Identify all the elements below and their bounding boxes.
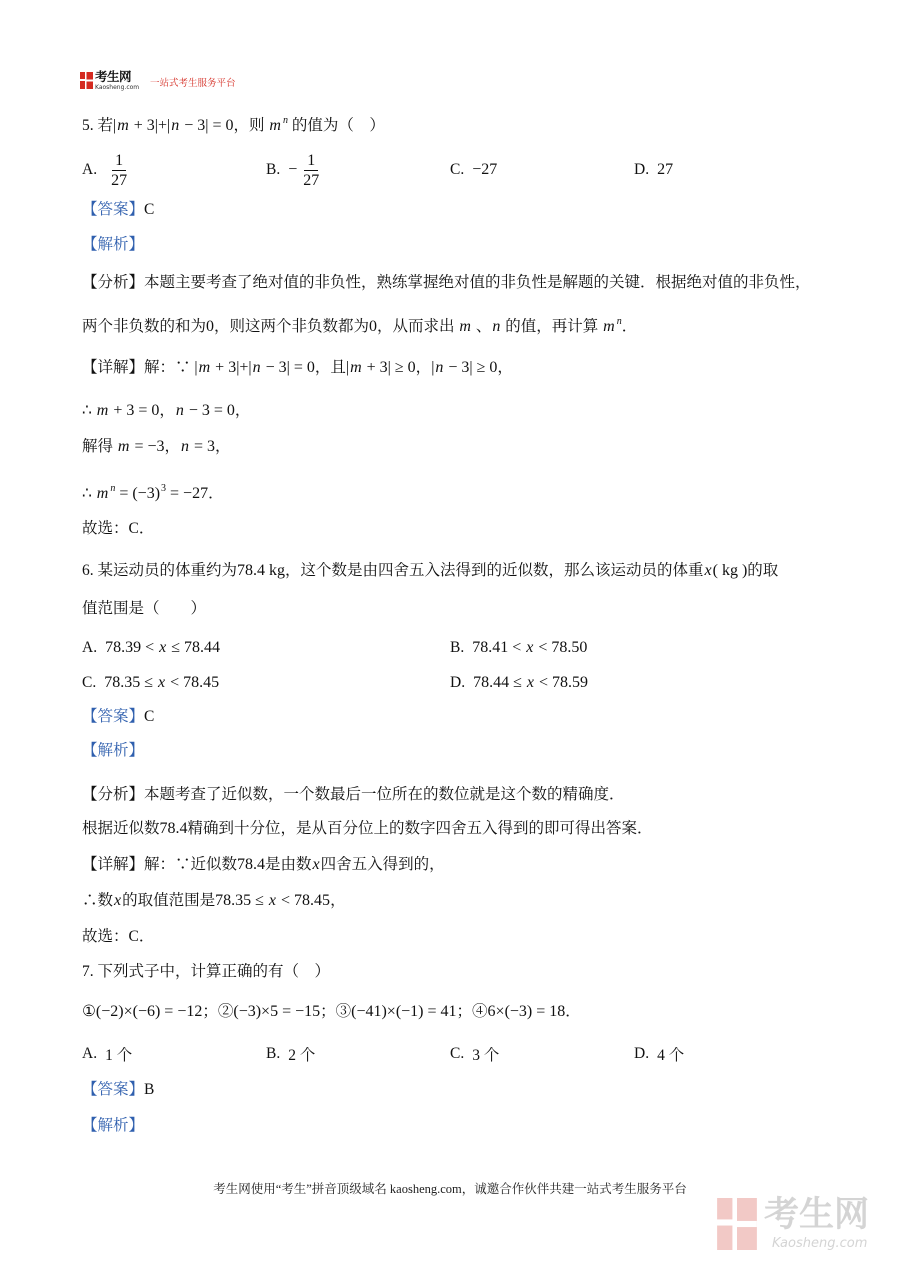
math-expr: + 3 = 0 [109,402,160,419]
math-superscript: n [616,316,622,327]
math-variable: x [526,674,534,691]
q5-analysis-line-1 [82,273,811,293]
math-expr: −27 [472,161,498,178]
math-superscript: n [282,115,288,126]
text-run: 2 个 [288,1047,316,1064]
q5-detail-line-2 [82,401,250,421]
text-run: ；② [202,1003,234,1020]
text-run: 的值为（ ） [287,117,385,134]
math-variable: m [198,359,211,376]
math-expr: | [113,117,117,134]
option-body [657,1043,684,1065]
option-label: C. [450,1045,465,1062]
math-expr: 78.41 < [472,639,526,656]
q6-option-b [450,637,587,659]
text-run: ． [621,318,638,335]
page-footer: 考生网使用“考生”拼音顶级域名 kaosheng.com，诚邀合作伙伴共建一站式考生服务平台 [213,1182,687,1196]
option-label: D. [634,161,650,178]
text-run: ∴ [82,402,96,419]
q5-option-a [82,148,133,192]
math-expr: 78.44 ≤ [473,674,526,691]
math-expr: = 3 [190,438,216,455]
math-variable: m [96,402,109,419]
text-run: 精确到十分位，是从百分位上的数字四舍五入得到的即可得出答案． [187,820,653,837]
q6-stem-line-1 [82,561,778,581]
option-body [288,1043,315,1065]
q5-stem [82,111,385,134]
math-expr: + 3|+| [129,117,171,134]
text-run: ∴数 [82,892,114,909]
detail-text [144,856,445,873]
math-expr: ≤ 78.44 [167,639,220,656]
logo-text: 考生网 [95,69,132,84]
q6-detail-line-3 [82,927,154,947]
text-run: 两个非负数的和为 [82,318,207,335]
math-expr: − [288,160,298,178]
math-exponent: 3 [161,483,167,494]
fraction [300,151,322,190]
math-variable: n [252,359,261,376]
q6-options-row-2 [0,672,900,694]
text-run: 解：∵近似数 [144,856,238,873]
text-run: 4 个 [657,1047,685,1064]
analysis-text [144,274,811,291]
math-variable: x [312,856,320,873]
text-run: ， [164,438,181,455]
q6-option-d [450,672,588,694]
text-run: ， [234,402,251,419]
text-run: ， [497,359,513,376]
q5-answer [82,200,154,220]
text-run: ，则 [233,117,269,134]
detail-text [144,359,513,376]
option-label: D. [450,674,466,691]
text-run: 解：∵ [144,359,195,376]
option-body [105,1043,132,1065]
option-label: B. [266,1045,281,1062]
watermark [716,1194,886,1256]
q6-analysis-line-1 [82,785,625,805]
option-body [473,674,588,692]
text-run: ． [565,1003,581,1020]
fraction [108,151,130,190]
math-variable: x [114,892,122,909]
option-body [472,639,587,657]
q5-option-d [634,148,673,192]
math-expr: < 78.50 [534,639,588,656]
watermark-domain: Kaosheng.com [772,1236,868,1251]
math-expr: (−41)×(−1) = 41 [351,1003,457,1020]
q6-stem-line-2 [82,599,206,619]
math-variable: x [704,562,712,579]
text-run: 根据近似数 [82,820,160,837]
math-variable: n [435,359,444,376]
math-expr: = (−3) [115,485,161,502]
text-run: 7. 下列式子中，计算正确的有（ ） [82,963,331,980]
math-variable: m [117,117,129,134]
q7-solution-heading: 【解析】 [82,1117,145,1134]
option-label: A. [82,639,98,656]
math-variable: x [159,639,167,656]
text-run: ，从而求出 [377,318,459,335]
math-superscript: n [110,483,116,494]
text-run: ；③ [320,1003,352,1020]
text-run: ， [415,359,432,376]
fraction-numerator: 1 [112,151,126,171]
fraction-numerator: 1 [304,151,318,171]
math-expr: − 3| = 0 [180,117,234,134]
math-variable: m [350,359,362,376]
text-run: ① [82,1003,96,1020]
option-label: D. [634,1045,650,1062]
math-expr: | [431,359,435,376]
math-expr: | [194,359,198,376]
math-expr: 78.39 < [105,639,159,656]
q7-answer [82,1080,154,1100]
header-logo [80,70,260,92]
answer-label: 【答案】 [82,1081,145,1098]
option-body [288,151,325,190]
q6-answer [82,707,154,727]
option-label: C. [450,161,465,178]
math-expr: 78.35 ≤ [215,892,268,909]
analysis-label: 【分析】 [82,274,145,291]
math-expr: − 3 = 0 [184,402,235,419]
text-run: 的取 [747,562,779,579]
answer-value: C [144,708,155,725]
q6-option-c [82,672,219,694]
q7-option-b [266,1043,315,1065]
q6-analysis-line-2 [82,819,653,839]
option-label: C. [82,674,97,691]
option-label: B. [450,639,465,656]
option-body [105,151,133,190]
answer-value: B [144,1081,155,1098]
q7-expressions [82,1002,581,1022]
math-expr: 27 [657,161,674,178]
q6-option-a [82,637,220,659]
math-expr: | [345,359,350,376]
q6-options-row-1 [0,637,900,659]
fraction-denominator: 27 [303,171,320,189]
logo-domain: Kaosheng.com [95,84,140,91]
text-run: ， [215,438,231,455]
option-body [105,639,220,657]
option-body [657,161,673,179]
text-run: 5. 若 [82,117,114,134]
math-expr: 78.4 kg [237,562,286,579]
q7-options [0,1043,900,1065]
math-variable: n [181,438,190,455]
q5-detail-line-3 [82,437,231,457]
math-expr: + 3|+| [211,359,252,376]
q6-solution-heading: 【解析】 [82,742,145,759]
math-expr: (−3)×5 = −15 [233,1003,321,1020]
text-run: 本题考查了近似数，一个数最后一位所在的数位就是这个数的精确度． [144,786,625,803]
q6-detail-line-1 [82,855,445,875]
math-expr: 78.4 [237,856,266,873]
text-run: ， [159,402,175,419]
watermark-text: 考生网 [764,1195,870,1235]
math-expr: ( kg ) [712,562,748,579]
math-expr: = −3 [130,438,165,455]
text-run: 值范围是（ ） [82,600,207,617]
math-expr: − 3| ≥ 0 [444,359,498,376]
math-variable: m [96,485,109,502]
option-body [104,674,219,692]
answer-label: 【答案】 [82,708,145,725]
math-expr: = −27 [166,485,209,502]
q5-solution-heading: 【解析】 [82,236,145,253]
text-run: 是由数 [265,856,312,873]
math-variable: n [492,318,501,335]
text-run: 四舍五入得到的， [320,856,445,873]
detail-label: 【详解】 [82,359,145,376]
kaosheng-logo-icon [80,72,93,89]
text-run: 的取值范围是 [122,892,216,909]
q5-option-b [266,148,325,192]
option-label: A. [82,1045,98,1062]
q7-stem [82,962,330,982]
math-variable: m [269,117,281,134]
math-expr: 0 [369,318,378,335]
text-run: ， [330,892,346,909]
q7-option-a [82,1043,132,1065]
kaosheng-watermark-icon [716,1198,758,1250]
text-run: ，且 [314,359,346,376]
q5-option-c [450,148,497,192]
option-body [472,1043,499,1065]
math-variable: m [117,438,130,455]
q7-option-d [634,1043,684,1065]
math-variable: n [171,117,180,134]
text-run: 本题主要考查了绝对值的非负性，熟练掌握绝对值的非负性是解题的关键．根据绝对值的非负性， [144,274,811,291]
text-run: 3 个 [472,1047,500,1064]
text-run: 的值，再计算 [501,318,603,335]
analysis-text [144,786,625,803]
q5-detail-line-1 [82,358,513,378]
text-run: ，则这两个非负数都为 [214,318,370,335]
q6-detail-line-2 [82,891,346,911]
q5-detail-line-5 [82,519,154,539]
math-expr: < 78.45 [277,892,331,909]
option-label: B. [266,161,281,178]
math-expr: 0 [206,318,215,335]
text-run: 故选：C． [82,928,155,945]
math-expr: 78.4 [159,820,188,837]
math-expr: + 3| ≥ 0 [362,359,416,376]
math-variable: m [459,318,471,335]
math-expr: 6×(−3) = 18 [487,1003,566,1020]
fraction-denominator: 27 [111,171,128,189]
text-run: ． [208,485,224,502]
text-run: 解得 [82,438,117,455]
math-variable: x [158,674,166,691]
math-expr: 78.35 ≤ [104,674,157,691]
math-variable: m [603,318,615,335]
analysis-label: 【分析】 [82,786,145,803]
q5-options [0,148,900,192]
text-run: 1 个 [105,1047,133,1064]
text-run: ∴ [82,485,96,502]
q5-detail-line-4 [82,479,224,502]
text-run: ；④ [456,1003,488,1020]
math-expr: (−2)×(−6) = −12 [95,1003,203,1020]
text-run: 、 [471,318,492,335]
logo-slogan: 一站式考生服务平台 [150,78,236,89]
math-expr: < 78.45 [166,674,220,691]
math-expr: < 78.59 [534,674,588,691]
text-run: 故选：C． [82,520,155,537]
answer-label: 【答案】 [82,201,145,218]
math-variable: n [175,402,184,419]
text-run: 6. 某运动员的体重约为 [82,562,238,579]
text-run: ，这个数是由四舍五入法得到的近似数，那么该运动员的体重 [285,562,704,579]
detail-label: 【详解】 [82,856,145,873]
q5-analysis-line-2 [82,312,638,335]
math-expr: − 3| = 0 [261,359,315,376]
option-label: A. [82,161,98,178]
answer-value: C [144,201,155,218]
q7-option-c [450,1043,499,1065]
math-variable: x [526,639,534,656]
math-variable: x [268,892,277,909]
option-body [472,161,497,179]
